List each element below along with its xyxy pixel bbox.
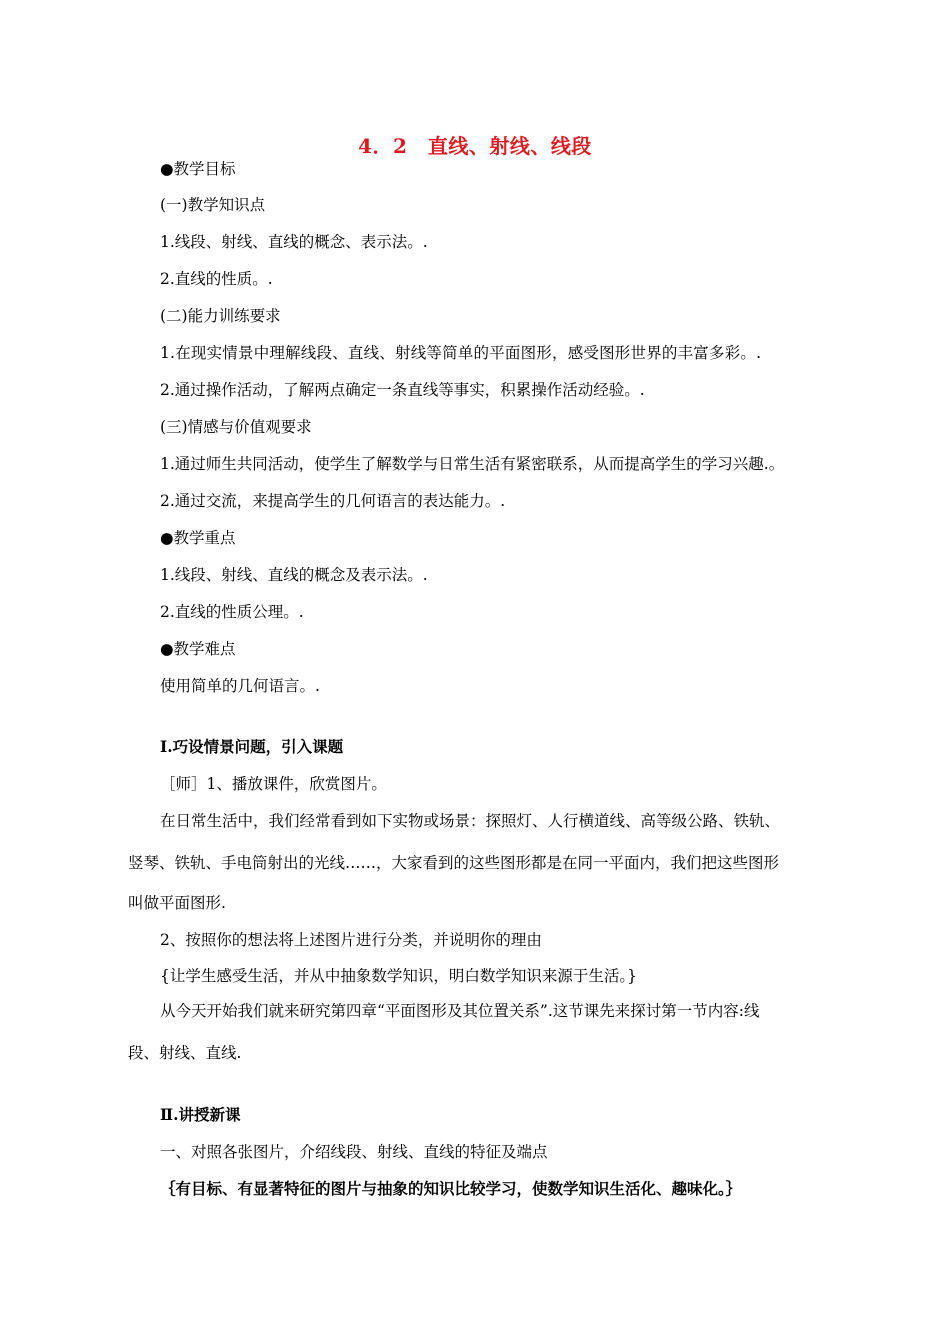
lesson-title: 4．2 直线、射线、线段 bbox=[358, 134, 592, 158]
paragraph: 一、对照各张图片，介绍线段、射线、直线的特征及端点 bbox=[160, 1143, 548, 1161]
list-item: 1.线段、射线、直线的概念及表示法。. bbox=[160, 566, 428, 584]
list-item: 2.直线的性质公理。. bbox=[160, 603, 304, 621]
part-heading-new-lesson: Ⅱ.讲授新课 bbox=[160, 1105, 241, 1124]
subsection-knowledge: (一)教学知识点 bbox=[160, 196, 266, 214]
subsection-values: (三)情感与价值观要求 bbox=[160, 418, 312, 436]
section-heading-difficulties: ●教学难点 bbox=[160, 640, 236, 658]
list-item: 1.通过师生共同活动，使学生了解数学与日常生活有紧密联系，从而提高学生的学习兴趣.。 bbox=[160, 455, 785, 473]
paragraph: 从今天开始我们就来研究第四章“平面图形及其位置关系”.这节课先来探讨第一节内容:线 bbox=[160, 1002, 760, 1020]
paragraph-continuation: 叫做平面图形. bbox=[128, 894, 226, 912]
paragraph: 2、按照你的想法将上述图片进行分类，并说明你的理由 bbox=[160, 931, 542, 949]
paragraph: 使用简单的几何语言。. bbox=[160, 677, 320, 695]
part-heading-introduction: Ⅰ.巧设情景问题，引入课题 bbox=[160, 737, 344, 756]
section-heading-objectives: ●教学目标 bbox=[160, 160, 236, 178]
paragraph-continuation: 段、射线、直线. bbox=[128, 1044, 242, 1062]
paragraph: {让学生感受生活，并从中抽象数学知识，明白数学知识来源于生活。} bbox=[160, 967, 637, 985]
paragraph: ［师］1、播放课件，欣赏图片。 bbox=[160, 775, 387, 793]
paragraph-continuation: 竖琴、铁轨、手电筒射出的光线……，大家看到的这些图形都是在同一平面内，我们把这些图形 bbox=[128, 854, 780, 872]
list-item: 1.线段、射线、直线的概念、表示法。. bbox=[160, 233, 428, 251]
list-item: 2.通过操作活动，了解两点确定一条直线等事实，积累操作活动经验。. bbox=[160, 381, 645, 399]
paragraph: 在日常生活中，我们经常看到如下实物或场景：探照灯、人行横道线、高等级公路、铁轨、 bbox=[160, 812, 781, 830]
list-item: 2.直线的性质。. bbox=[160, 270, 273, 288]
section-heading-key-points: ●教学重点 bbox=[160, 529, 236, 547]
paragraph-note: ｛有目标、有显著特征的图片与抽象的知识比较学习，使数学知识生活化、趣味化。｝ bbox=[160, 1179, 742, 1198]
list-item: 2.通过交流，来提高学生的几何语言的表达能力。. bbox=[160, 492, 506, 510]
list-item: 1.在现实情景中理解线段、直线、射线等简单的平面图形，感受图形世界的丰富多彩。. bbox=[160, 344, 762, 362]
subsection-ability: (二)能力训练要求 bbox=[160, 307, 281, 325]
